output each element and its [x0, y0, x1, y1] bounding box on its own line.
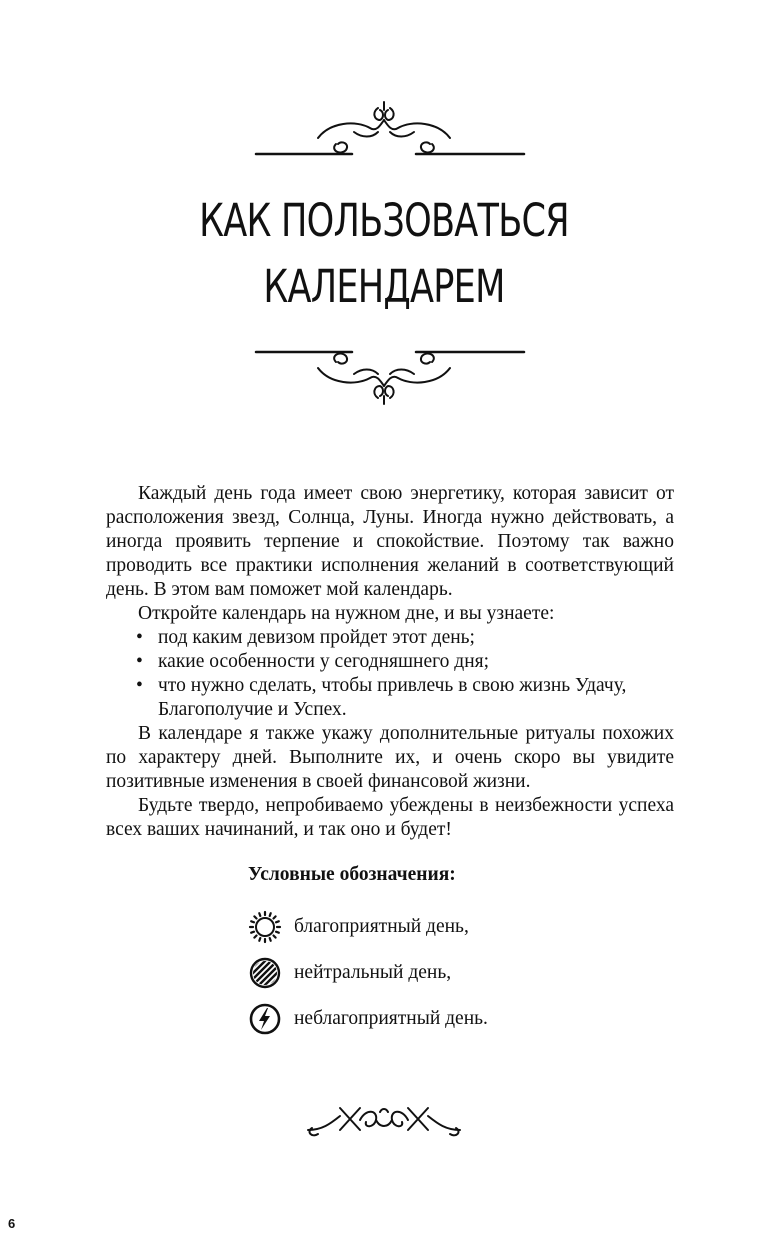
title-bottom-ornament [0, 338, 768, 408]
hatched-circle-icon [248, 956, 282, 990]
feature-list [106, 626, 674, 722]
paragraph-intro: Каждый день года имеет свою энергетику, которая зависит от расположения звезд, Солнца, Луны. Иногда нужно действовать, а иногда проявить терпение и спокойствие. Поэтому так важно проводить все практики исполнения желаний в соответствующий день. В этом вам поможет мой календарь. [106, 483, 674, 600]
paragraph-open-calendar: Откройте календарь на нужном дне, и вы узнаете: [138, 603, 555, 624]
bottom-ornament [0, 1098, 768, 1144]
legend-item-unfavorable [248, 996, 488, 1042]
body-text [106, 482, 674, 842]
legend-label: неблагоприятный день. [294, 1008, 488, 1029]
title-line-2: КАЛЕНДАРЕМ [263, 260, 505, 313]
title-line-1: КАК ПОЛЬЗОВАТЬСЯ [199, 194, 569, 247]
legend-label: благоприятный день, [294, 916, 469, 937]
legend-title: Условные обозначения: [248, 864, 456, 885]
legend-item-favorable [248, 904, 488, 950]
legend-item-neutral [248, 950, 488, 996]
list-item: • какие особенности у сегодняшнего дня; [106, 650, 674, 674]
list-item: • что нужно сделать, чтобы привлечь в свою жизнь Удачу, Благополучие и Успех. [106, 674, 674, 722]
sun-icon [248, 910, 282, 944]
page-title [84, 188, 683, 320]
legend [248, 862, 488, 1042]
top-ornament [0, 98, 768, 162]
page-number: 6 [8, 1216, 16, 1231]
paragraph-rituals: В календаре я также укажу дополнительные ритуалы похожих по характеру дней. Выполните их, и очень скоро вы увидите позитивные изменения в своей финансовой жизни. [106, 723, 674, 792]
list-item: • под каким девизом пройдет этот день; [106, 626, 674, 650]
lightning-circle-icon [248, 1002, 282, 1036]
legend-label: нейтральный день, [294, 962, 452, 983]
paragraph-conclusion: Будьте твердо, непробиваемо убеждены в неизбежности успеха всех ваших начинаний, и так оно и будет! [106, 795, 674, 840]
